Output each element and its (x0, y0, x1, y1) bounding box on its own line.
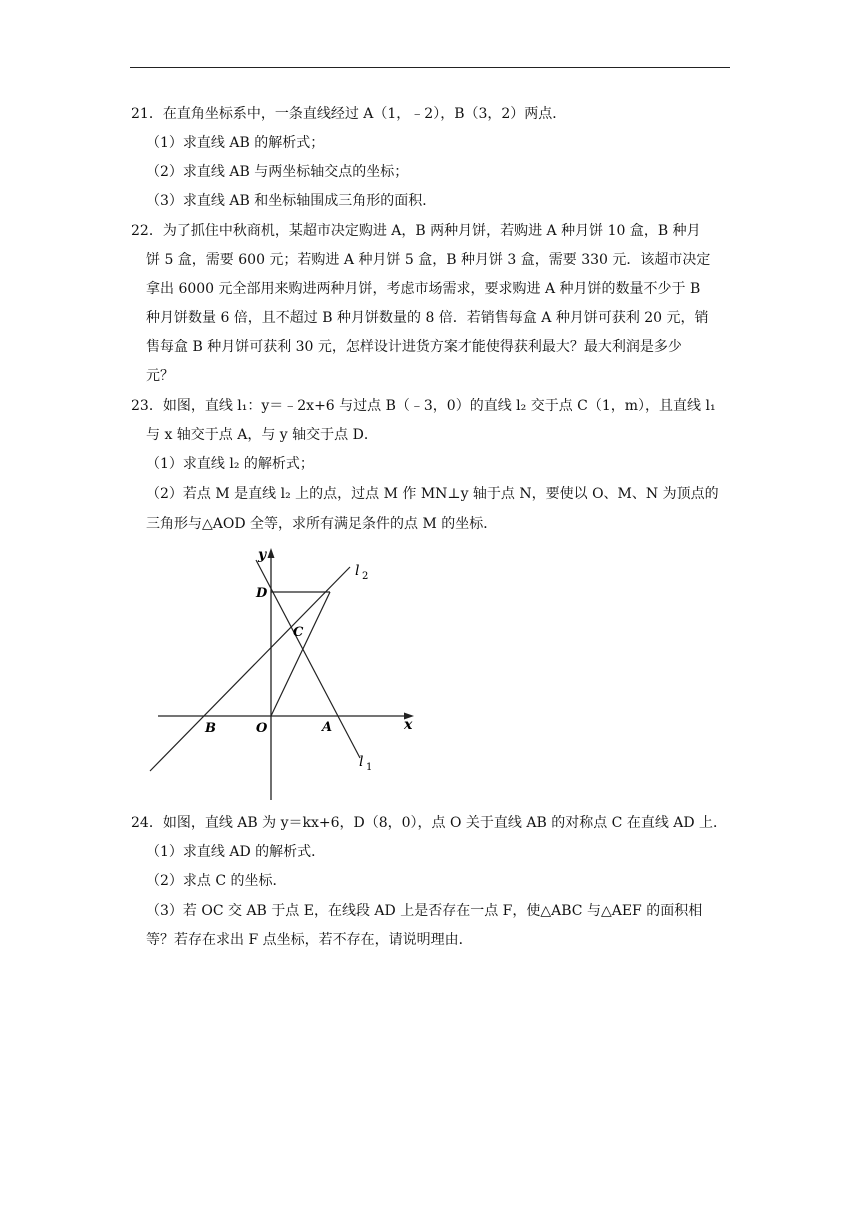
q23-part2-line2: 三角形与△AOD 全等，求所有满足条件的点 M 的坐标． (146, 516, 498, 532)
q21-part3: （3）求直线 AB 和坐标轴围成三角形的面积． (146, 193, 437, 209)
q21-part1: （1）求直线 AB 的解析式； (146, 135, 325, 151)
q24-part2: （2）求点 C 的坐标． (146, 873, 287, 889)
q23-part2-line1: （2）若点 M 是直线 l₂ 上的点，过点 M 作 MN⊥y 轴于点 N，要使以 O、M、N 为顶点的 (146, 486, 719, 502)
q21-stem: 21．在直角坐标系中，一条直线经过 A（1，﹣2），B（3，2）两点． (131, 106, 567, 122)
q22-line4: 种月饼数量 6 倍，且不超过 B 种月饼数量的 8 倍．若销售每盒 A 种月饼可获利 20 元，销 (146, 310, 709, 326)
point-c-label: C (293, 625, 304, 640)
q24-part1: （1）求直线 AD 的解析式． (146, 844, 326, 860)
q23-line1: 23．如图，直线 l₁：y＝﹣2x+6 与过点 B（﹣3，0）的直线 l₂ 交于点 C（1，m），且直线 l₁ (131, 398, 716, 414)
q23-line2: 与 x 轴交于点 A，与 y 轴交于点 D． (146, 427, 378, 443)
q22-line3: 拿出 6000 元全部用来购进两种月饼，考虑市场需求，要求购进 A 种月饼的数量不少于 B (146, 281, 701, 297)
q22-line5: 售每盒 B 种月饼可获利 30 元，怎样设计进货方案才能使得获利最大？最大利润是多少 (146, 339, 682, 355)
q24-part3-line2: 等？若存在求出 F 点坐标，若不存在，请说明理由． (146, 932, 473, 948)
header-rule (130, 67, 730, 68)
q23-part1: （1）求直线 l₂ 的解析式； (146, 456, 314, 472)
line-l2 (150, 567, 350, 771)
point-d-label: D (256, 586, 268, 601)
q21-part2: （2）求直线 AB 与两坐标轴交点的坐标； (146, 164, 409, 180)
q22-line6: 元？ (146, 368, 174, 384)
q23-coordinate-figure (148, 545, 428, 803)
point-b-label: B (205, 721, 216, 736)
label-l1-subscript: 1 (366, 762, 373, 773)
q24-part3-line1: （3）若 OC 交 AB 于点 E，在线段 AD 上是否存在一点 F，使△ABC 与△AEF 的面积相 (146, 903, 703, 919)
q22-line2: 饼 5 盒，需要 600 元；若购进 A 种月饼 5 盒，B 种月饼 3 盒，需要 330 元．该超市决定 (146, 252, 711, 268)
label-l1: l (359, 754, 364, 770)
x-axis-label: x (404, 717, 413, 733)
point-o-label: O (256, 721, 268, 736)
label-l2-subscript: 2 (362, 571, 369, 582)
q22-line1: 22．为了抓住中秋商机，某超市决定购进 A，B 两种月饼，若购进 A 种月饼 10 盒，B 种月 (131, 223, 701, 239)
q24-stem: 24．如图，直线 AB 为 y＝kx+6，D（8，0），点 O 关于直线 AB 的对称点 C 在直线 AD 上． (131, 815, 728, 831)
y-axis-arrow-icon (268, 548, 275, 558)
segment-o-top (271, 592, 330, 716)
point-a-label: A (322, 720, 333, 735)
y-axis-label: y (258, 547, 267, 563)
label-l2: l (355, 563, 360, 579)
